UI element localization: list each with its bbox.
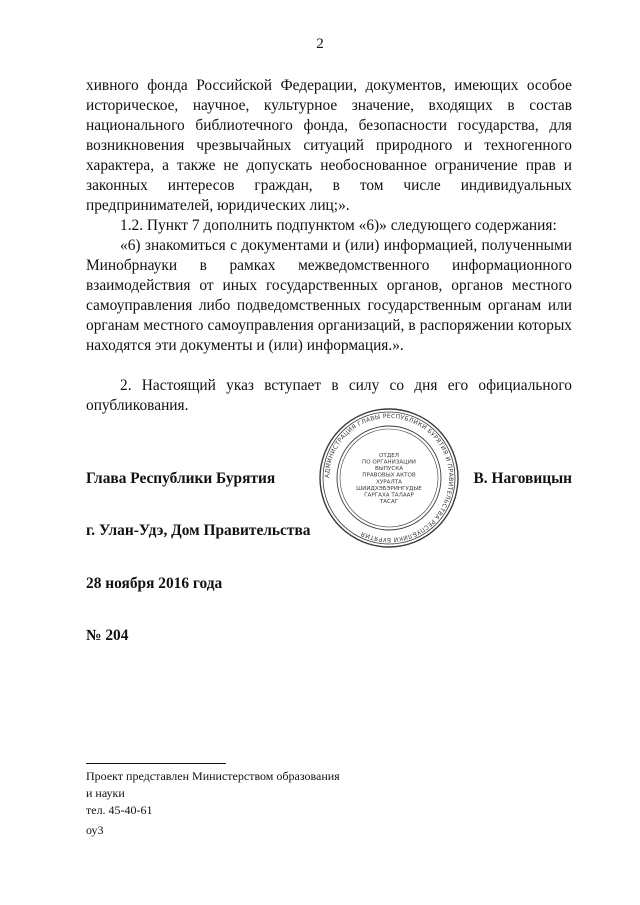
seal-line: ГАРГАХА ТАЛААР: [364, 492, 414, 499]
signatory-name: В. Наговицын: [473, 470, 572, 487]
signing-date: 28 ноября 2016 года: [86, 575, 223, 592]
signatory-position: Глава Республики Бурятия: [86, 470, 276, 487]
seal-line: ТАСАГ: [379, 499, 399, 506]
document-number: № 204: [86, 627, 129, 644]
page-number: 2: [316, 36, 324, 52]
signing-place: г. Улан-Удэ, Дом Правительства: [86, 522, 311, 539]
document-code: оу3: [86, 823, 104, 837]
footnote-line: Проект представлен Министерством образования: [86, 769, 340, 783]
footnote-line: тел. 45-40-61: [86, 803, 153, 817]
body-text: [86, 76, 572, 416]
paragraph-subitem-6: «6) знакомиться с документами и (или) информацией, полученными Минобрнауки в рамках межведомственного информационного взаимодействия от иных государственных органов, органов местного самоуправления либо подведомственных государственным органам или органам местного самоуправления организаций, в распоряжении которых находятся эти документы и (или) информация.».: [86, 237, 572, 354]
paragraph-item-1-2: 1.2. Пункт 7 дополнить подпунктом «6)» следующего содержания:: [120, 217, 557, 234]
paragraph-continuation: хивного фонда Российской Федерации, документов, имеющих особое историческое, научное, культурное значение, входящих в состав национального библиотечного фонда, безопасности государства, для возникновения чрезвычайных ситуаций природного и техногенного характера, а также не допускать необоснованное ограничение прав и законных интересов граждан, в том числе индивидуальных предпринимателей, юридических лиц;».: [86, 77, 572, 214]
footnote-line: и науки: [86, 786, 125, 800]
seal-line: ХУРАЛТА: [376, 479, 402, 486]
footnote: [86, 768, 340, 819]
paragraph-effective: 2. Настоящий указ вступает в силу со дня его официального опубликования.: [86, 377, 572, 414]
footnote-divider: [86, 763, 226, 764]
seal-line: ШИИДХЭБЭРИНГУДЫЕ: [356, 485, 422, 492]
seal-line: ОТДЕЛ: [379, 452, 399, 459]
seal-line: ПО ОРГАНИЗАЦИИ: [362, 459, 416, 466]
seal-line: ПРАВОВЫХ АКТОВ: [362, 472, 416, 479]
seal-line: ВЫПУСКА: [374, 466, 404, 473]
svg-text:АДМИНИСТРАЦИЯ ГЛАВЫ РЕСПУБЛИКИ: АДМИНИСТРАЦИЯ ГЛАВЫ РЕСПУБЛИКИ БУРЯТИЯ И ПРАВИТЕЛЬСТВА РЕСПУБЛИКИ БУРЯТИЯ: [323, 412, 455, 544]
official-seal: [318, 407, 460, 549]
